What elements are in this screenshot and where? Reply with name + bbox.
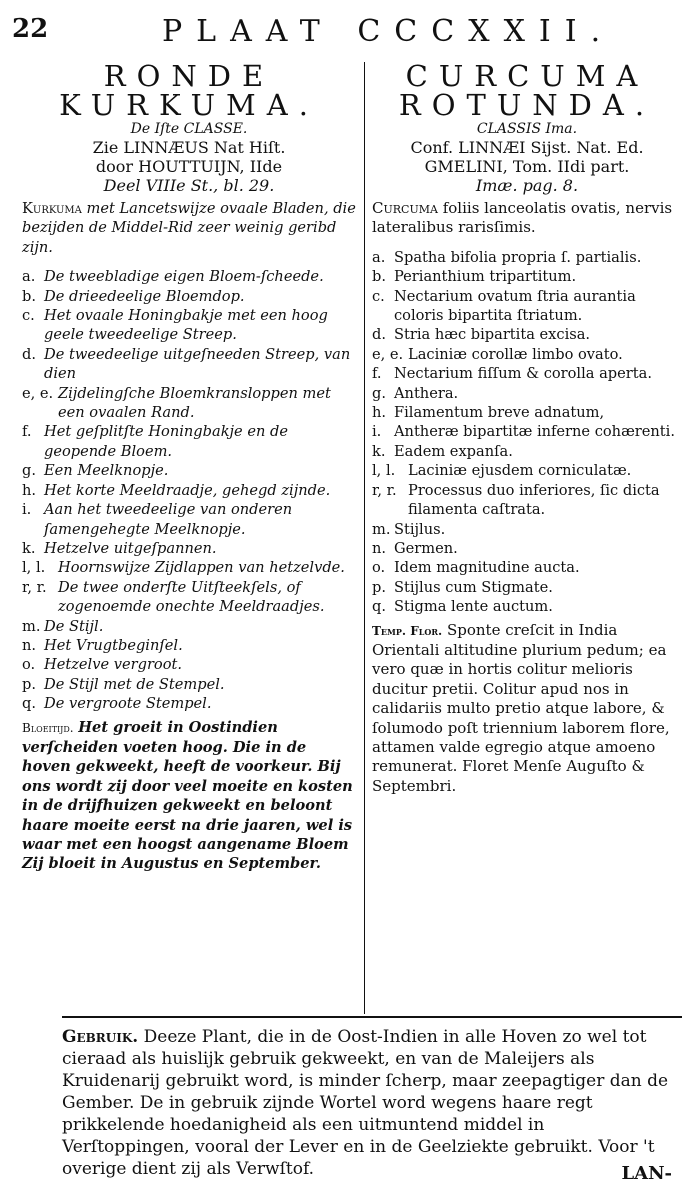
list-item: i. Aan het tweedeelige van onderen ſamengehegte Meelknopje.	[22, 501, 293, 538]
list-item: q. Stigma lente auctum.	[372, 598, 553, 616]
section-divider	[62, 1016, 682, 1018]
latin-flowering-time	[372, 621, 682, 797]
dutch-reference-1: Zie LINNÆUS Nat Hiſt.	[92, 138, 286, 157]
dutch-flowering-text: Het groeit in Oostindien verſcheiden voeten hoog. Die in de hoven gekweekt, heeft de voorkeur. Bij ons wordt zij door veel moeite en kosten in de drijfhuizen gekweekt en beloont haare moeite eerst na drie jaaren, wel is waar met een hoogst aangename Bloem Zij bloeit in Augustus en September.	[22, 718, 353, 873]
latin-title-block	[372, 59, 682, 195]
usage-label: Gebruik.	[62, 1027, 139, 1047]
latin-description	[372, 199, 682, 238]
list-item: m. Stijlus.	[372, 520, 446, 538]
list-item: n. Het Vrugtbeginſel.	[22, 636, 183, 654]
dutch-figure-legend	[22, 267, 356, 713]
list-item: h. Filamentum breve adnatum,	[372, 404, 605, 422]
dutch-classe: De Iſte CLASSE.	[130, 121, 248, 137]
list-item: g. Anthera.	[372, 384, 459, 402]
usage-paragraph	[62, 1026, 676, 1180]
list-item: i. Antheræ bipartitæ inferne cohærenti.	[372, 423, 675, 441]
dutch-description	[22, 199, 356, 257]
latin-flowering-text: Sponte creſcit in India Orientali altitudine plurium pedum; ea vero quæ in hortis colitur melioris ducitur pretii. Colitur apud nos in calidariis multo pretio atque labore, & ſolumodo poſt triennium laborem flore, attamen valde egregio atque amoeno remunerat. Floret Menſe Auguſto & Septembri.	[372, 620, 670, 795]
list-item: n. Germen.	[372, 539, 458, 557]
dutch-flowering-time	[22, 718, 356, 874]
latin-title-line-1: CURCUMA	[405, 59, 649, 93]
latin-flowering-label: Temp. Flor.	[372, 623, 443, 638]
list-item: a. De tweebladige eigen Bloem-ſcheede.	[22, 268, 324, 286]
list-item: b. De drieedeelige Bloemdop.	[22, 287, 245, 305]
dutch-reference-2: door HOUTTUIJN, IIde	[95, 157, 283, 176]
list-item: q. De vergroote Stempel.	[22, 695, 212, 713]
list-item: f. Het geſplitſte Honingbakje en de geopende Bloem.	[22, 423, 288, 460]
list-item: c. Het ovaale Honingbakje met een hoog geele tweedeelige Streep.	[22, 307, 328, 344]
dutch-description-text: met Lancetswijze ovaale Bladen, die bezijden de Middel-Rid zeer weinig geribd zijn.	[22, 200, 356, 256]
list-item: f. Nectarium fiſſum & corolla aperta.	[372, 365, 652, 383]
list-item: o. Idem magnitudine aucta.	[372, 559, 580, 577]
dutch-title-line-1: RONDE	[103, 59, 275, 93]
latin-title-line-2: ROTUNDA.	[398, 88, 656, 122]
list-item: h. Het korte Meeldraadje, gehegd zijnde.	[22, 481, 331, 499]
list-item: p. De Stijl met de Stempel.	[22, 675, 225, 693]
page-header	[12, 8, 682, 52]
list-item: d. Stria hæc bipartita excisa.	[372, 326, 591, 344]
list-item: r, r. Processus duo inferiores, ſic dicta filamenta caſtrata.	[372, 481, 660, 519]
list-item: e, e. Zijdelingſche Bloemkransloppen met een ovaalen Rand.	[22, 384, 331, 422]
dutch-title-block	[22, 59, 356, 195]
plate-title: PLAAT CCCXXII.	[162, 14, 615, 49]
latin-reference-3: Imæ. pag. 8.	[475, 176, 579, 195]
dutch-reference-3: Deel VIIIe St., bl. 29.	[103, 176, 275, 195]
list-item: k. Hetzelve uitgeſpannen.	[22, 539, 217, 557]
list-item: d. De tweedeelige uitgeſneeden Streep, van dien	[22, 345, 351, 383]
catchword: LAN-	[621, 1163, 672, 1184]
dutch-title-line-2: KURKUMA.	[59, 88, 319, 122]
list-item: e, e. Laciniæ corollæ limbo ovato.	[372, 345, 623, 363]
latin-description-text: foliis lanceolatis ovatis, nervis lateralibus rarisſimis.	[372, 199, 673, 237]
dutch-genus-name: Kurkuma	[22, 200, 82, 217]
latin-figure-legend	[372, 248, 682, 617]
dutch-column	[22, 59, 356, 874]
list-item: l, l. Laciniæ ejusdem corniculatæ.	[372, 462, 632, 480]
latin-genus-name: Curcuma	[372, 199, 438, 217]
list-item: b. Perianthium tripartitum.	[372, 268, 577, 286]
list-item: k. Eadem expanſa.	[372, 442, 513, 460]
list-item: m. De Stijl.	[22, 617, 104, 635]
list-item: l, l. Hoornswijze Zijdlappen van hetzelvde.	[22, 559, 345, 577]
list-item: r, r. De twee onderſte Uitſteekſels, of zogenoemde onechte Meeldraadjes.	[22, 578, 325, 616]
usage-text: Deeze Plant, die in de Oost-Indien in alle Hoven zo wel tot cieraad als huislijk gebruik gekweekt, en van de Maleijers als Kruidenarij gebruikt word, is minder ſcherp, maar zeepagtiger dan de Gember. De in gebruik zijnde Wortel word wegens haare regt prikkelende hoedanigheid als een uitmuntend middel in Verſtoppingen, vooral der Lever en in de Geelziekte gebruikt. Voor 't overige dient zij als Verwſtof.	[62, 1027, 669, 1179]
list-item: o. Hetzelve vergroot.	[22, 656, 182, 674]
list-item: g. Een Meelknopje.	[22, 462, 169, 480]
page-number: 22	[12, 14, 49, 44]
latin-reference-2: GMELINI, Tom. IIdi part.	[424, 157, 630, 176]
list-item: a. Spatha bifolia propria ſ. partialis.	[372, 248, 642, 266]
latin-reference-1: Conf. LINNÆI Sijst. Nat. Ed.	[410, 138, 644, 157]
latin-classis: CLASSIS Ima.	[476, 121, 578, 137]
latin-column	[372, 59, 682, 796]
column-divider	[364, 62, 365, 1014]
list-item: p. Stijlus cum Stigmate.	[372, 578, 553, 596]
list-item: c. Nectarium ovatum ſtria aurantia coloris bipartita ſtriatum.	[372, 287, 636, 325]
dutch-flowering-label: Bloeitijd.	[22, 720, 74, 735]
